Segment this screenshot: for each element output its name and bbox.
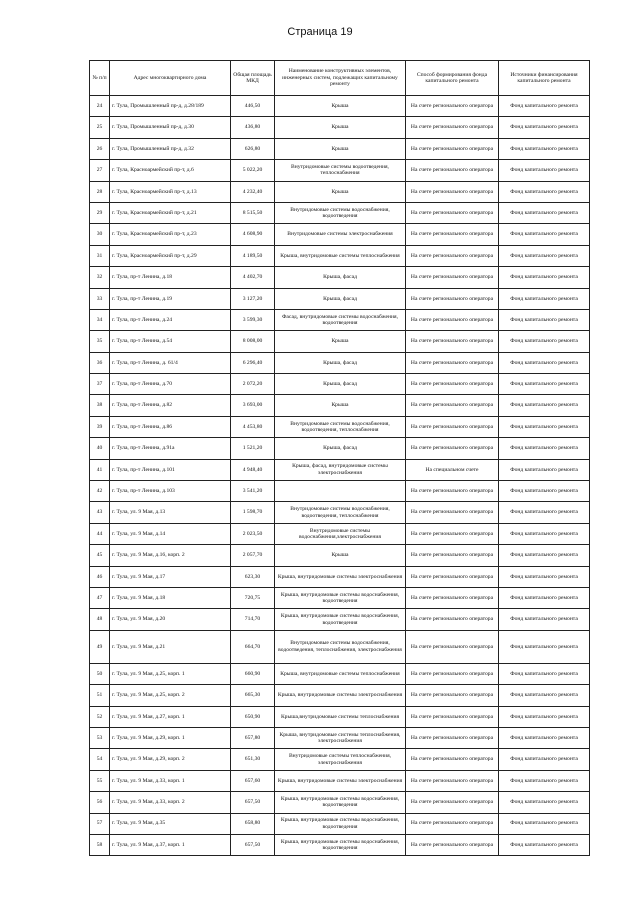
row-number: 56 [90,792,110,813]
row-funding-source: Фонд капитального ремонта [499,96,590,117]
row-address: г. Тула, ул. 9 Мая, д.27, корп. 1 [110,706,231,727]
row-funding-source: Фонд капитального ремонта [499,630,590,663]
row-works: Крыша, внутридомовые системы теплоснабжения [275,663,406,684]
table-row [90,459,590,480]
row-works: Крыша [275,395,406,416]
row-funding-source: Фонд капитального ремонта [499,706,590,727]
row-number: 46 [90,566,110,587]
row-works: Крыша, фасад [275,438,406,459]
row-area: 5 022,20 [231,160,275,181]
row-number: 24 [90,96,110,117]
row-number: 36 [90,352,110,373]
row-funding-method: На счете регионального оператора [406,566,499,587]
table-header-row [90,61,590,96]
row-number: 54 [90,749,110,770]
row-works: Крыша, внутридомовые системы теплоснабжения, электроснабжения [275,727,406,748]
row-funding-source: Фонд капитального ремонта [499,523,590,544]
table-row [90,224,590,245]
row-area: 4 232,40 [231,181,275,202]
row-address: г. Тула, Промышленный пр-д, д.30 [110,117,231,138]
table-row [90,792,590,813]
row-works: Крыша, фасад [275,288,406,309]
row-funding-source: Фонд капитального ремонта [499,352,590,373]
row-number: 58 [90,834,110,855]
table-row [90,587,590,608]
row-number: 57 [90,813,110,834]
row-funding-method: На счете регионального оператора [406,395,499,416]
row-area: 657,60 [231,770,275,791]
row-number: 28 [90,181,110,202]
row-address: г. Тула, ул. 9 Мая, д.29, корп. 1 [110,727,231,748]
table-row [90,727,590,748]
row-address: г. Тула, ул. 9 Мая, д.21 [110,630,231,663]
row-funding-method: На счете регионального оператора [406,813,499,834]
row-area: 4 402,70 [231,267,275,288]
row-funding-source: Фонд капитального ремонта [499,117,590,138]
row-address: г. Тула, пр-т Ленина, д.18 [110,267,231,288]
row-area: 436,80 [231,117,275,138]
row-works: Крыша [275,331,406,352]
row-funding-method: На счете регионального оператора [406,663,499,684]
row-address: г. Тула, пр-т Ленина, д.82 [110,395,231,416]
header-works: Наименование конструктивных элементов, инженерных систем, подлежащих капитальному ремонту [275,61,406,96]
table-row [90,523,590,544]
table-row [90,685,590,706]
row-funding-source: Фонд капитального ремонта [499,438,590,459]
row-funding-method: На счете регионального оператора [406,224,499,245]
row-area: 714,70 [231,609,275,630]
row-area: 2 023,50 [231,523,275,544]
table-row [90,813,590,834]
table-row [90,309,590,330]
row-area: 2 072,20 [231,374,275,395]
row-funding-source: Фонд капитального ремонта [499,749,590,770]
table-row [90,609,590,630]
row-address: г. Тула, Красноармейский пр-т, д.13 [110,181,231,202]
table-row [90,438,590,459]
row-area: 3 127,20 [231,288,275,309]
row-area: 650,90 [231,706,275,727]
header-method: Способ формирования фонда капитального ремонта [406,61,499,96]
row-works: Крыша, внутридомовые системы электроснабжения [275,685,406,706]
row-area: 6 296,40 [231,352,275,373]
row-works: Внутридомовые системы теплоснабжения, электроснабжения [275,749,406,770]
row-area: 657,80 [231,727,275,748]
row-funding-source: Фонд капитального ремонта [499,770,590,791]
row-address: г. Тула, пр-т Ленина, д.101 [110,459,231,480]
row-address: г. Тула, ул. 9 Мая, д.14 [110,523,231,544]
table-row [90,96,590,117]
row-funding-source: Фонд капитального ремонта [499,609,590,630]
row-funding-method: На счете регионального оператора [406,770,499,791]
table-row [90,630,590,663]
row-funding-source: Фонд капитального ремонта [499,202,590,223]
row-area: 1 598,70 [231,502,275,523]
row-works: Крыша, внутридомовые системы теплоснабжения [275,245,406,266]
row-funding-source: Фонд капитального ремонта [499,834,590,855]
row-works: Крыша,внутридомовые системы теплоснабжения [275,706,406,727]
row-number: 41 [90,459,110,480]
table-row [90,202,590,223]
row-funding-method: На счете регионального оператора [406,523,499,544]
row-funding-method: На счете регионального оператора [406,502,499,523]
table-body [90,96,590,856]
row-area: 660,90 [231,663,275,684]
row-number: 35 [90,331,110,352]
row-address: г. Тула, пр-т Ленина, д. 61/4 [110,352,231,373]
row-number: 29 [90,202,110,223]
row-address: г. Тула, ул. 9 Мая, д.37, корп. 1 [110,834,231,855]
row-number: 50 [90,663,110,684]
row-works: Внутридомовые системы водоснабжения, водоотведения, теплоснабжения [275,502,406,523]
row-area: 626,80 [231,138,275,159]
row-funding-source: Фонд капитального ремонта [499,138,590,159]
table-row [90,331,590,352]
row-funding-source: Фонд капитального ремонта [499,685,590,706]
header-source: Источники финансирования капитального ремонта [499,61,590,96]
row-area: 623,30 [231,566,275,587]
row-funding-method: На счете регионального оператора [406,706,499,727]
row-number: 49 [90,630,110,663]
row-area: 4 453,80 [231,416,275,437]
row-number: 25 [90,117,110,138]
row-funding-method: На счете регионального оператора [406,352,499,373]
row-works: Крыша [275,138,406,159]
row-number: 38 [90,395,110,416]
row-address: г. Тула, Красноармейский пр-т, д.23 [110,224,231,245]
row-works: Внутридомовые системы водоснабжения,электроснабжения [275,523,406,544]
table-row [90,117,590,138]
row-works: Крыша, внутридомовые системы электроснабжения [275,770,406,791]
row-number: 40 [90,438,110,459]
row-funding-source: Фонд капитального ремонта [499,663,590,684]
row-area: 651,30 [231,749,275,770]
row-funding-method: На счете регионального оператора [406,727,499,748]
row-funding-source: Фонд капитального ремонта [499,792,590,813]
row-works: Крыша, фасад, внутридомовые системы электроснабжения [275,459,406,480]
row-funding-method: На счете регионального оператора [406,267,499,288]
row-number: 55 [90,770,110,791]
row-works: Крыша [275,545,406,566]
row-funding-method: На счете регионального оператора [406,587,499,608]
row-address: г. Тула, ул. 9 Мая, д.25, корп. 2 [110,685,231,706]
row-address: г. Тула, ул. 9 Мая, д.16, корп. 2 [110,545,231,566]
table-row [90,374,590,395]
row-number: 53 [90,727,110,748]
table-row [90,749,590,770]
row-funding-source: Фонд капитального ремонта [499,267,590,288]
row-funding-method: На счете регионального оператора [406,202,499,223]
row-funding-source: Фонд капитального ремонта [499,545,590,566]
row-works: Крыша, фасад [275,267,406,288]
row-funding-method: На счете регионального оператора [406,792,499,813]
row-address: г. Тула, пр-т Ленина, д.86 [110,416,231,437]
table-row [90,245,590,266]
row-funding-method: На счете регионального оператора [406,834,499,855]
row-area: 657,50 [231,792,275,813]
row-address: г. Тула, Красноармейский пр-т, д.21 [110,202,231,223]
row-funding-method: На счете регионального оператора [406,438,499,459]
table-row [90,502,590,523]
row-funding-method: На счете регионального оператора [406,181,499,202]
row-area: 8 515,50 [231,202,275,223]
row-funding-method: На счете регионального оператора [406,685,499,706]
row-address: г. Тула, ул. 9 Мая, д.13 [110,502,231,523]
row-funding-source: Фонд капитального ремонта [499,481,590,502]
row-works: Крыша, внутридомовые системы водоснабжения, водоотведения [275,792,406,813]
header-num: № п/п [90,61,110,96]
row-address: г. Тула, ул. 9 Мая, д.25, корп. 1 [110,663,231,684]
row-address: г. Тула, ул. 9 Мая, д.20 [110,609,231,630]
row-funding-method: На счете регионального оператора [406,630,499,663]
row-area: 3 693,00 [231,395,275,416]
page-label: Страница 19 [287,26,353,38]
row-address: г. Тула, пр-т Ленина, д.70 [110,374,231,395]
row-funding-method: На специальном счете [406,459,499,480]
row-area: 1 521,20 [231,438,275,459]
row-number: 27 [90,160,110,181]
row-address: г. Тула, ул. 9 Мая, д.35 [110,813,231,834]
row-funding-source: Фонд капитального ремонта [499,245,590,266]
table-row [90,481,590,502]
row-works: Крыша, внутридомовые системы водоснабжения, водоотведения [275,813,406,834]
row-works [275,481,406,502]
table-row [90,566,590,587]
row-funding-method: На счете регионального оператора [406,749,499,770]
row-works: Крыша, внутридомовые системы водоснабжения, водоотведения [275,609,406,630]
row-works: Внутридомовые системы водоотведения, теплоснабжения [275,160,406,181]
row-number: 37 [90,374,110,395]
row-funding-source: Фонд капитального ремонта [499,288,590,309]
row-works: Крыша, фасад [275,352,406,373]
row-area: 8 008,00 [231,331,275,352]
row-number: 44 [90,523,110,544]
row-address: г. Тула, Промышленный пр-д, д.32 [110,138,231,159]
table-row [90,267,590,288]
row-funding-source: Фонд капитального ремонта [499,727,590,748]
row-address: г. Тула, Красноармейский пр-т, д.29 [110,245,231,266]
row-works: Внутридомовые системы электроснабжения [275,224,406,245]
row-funding-method: На счете регионального оператора [406,288,499,309]
row-area: 664,70 [231,630,275,663]
row-works: Крыша [275,96,406,117]
row-funding-source: Фонд капитального ремонта [499,566,590,587]
row-address: г. Тула, пр-т Ленина, д.19 [110,288,231,309]
row-number: 26 [90,138,110,159]
row-works: Крыша [275,117,406,138]
row-funding-method: На счете регионального оператора [406,609,499,630]
row-works: Крыша, внутридомовые системы водоснабжения, водоотведения [275,587,406,608]
row-address: г. Тула, пр-т Ленина, д.91а [110,438,231,459]
row-number: 51 [90,685,110,706]
row-area: 3 541,20 [231,481,275,502]
row-works: Внутридомовые системы водоснабжения, водоотведения [275,202,406,223]
row-number: 34 [90,309,110,330]
row-address: г. Тула, ул. 9 Мая, д.29, корп. 2 [110,749,231,770]
row-funding-source: Фонд капитального ремонта [499,502,590,523]
table-row [90,395,590,416]
table-row [90,706,590,727]
row-funding-method: На счете регионального оператора [406,309,499,330]
row-address: г. Тула, ул. 9 Мая, д.33, корп. 1 [110,770,231,791]
row-funding-method: На счете регионального оператора [406,374,499,395]
row-area: 3 599,30 [231,309,275,330]
row-works: Крыша, фасад [275,374,406,395]
row-funding-method: На счете регионального оператора [406,138,499,159]
row-funding-method: На счете регионального оператора [406,481,499,502]
table-row [90,770,590,791]
row-funding-source: Фонд капитального ремонта [499,813,590,834]
row-address: г. Тула, ул. 9 Мая, д.18 [110,587,231,608]
row-address: г. Тула, ул. 9 Мая, д.33, корп. 2 [110,792,231,813]
row-funding-source: Фонд капитального ремонта [499,374,590,395]
row-area: 2 057,70 [231,545,275,566]
row-number: 42 [90,481,110,502]
header-address: Адрес многоквартирного дома [110,61,231,96]
row-works: Крыша [275,181,406,202]
row-area: 446,50 [231,96,275,117]
row-area: 4 608,90 [231,224,275,245]
row-works: Крыша, внутридомовые системы водоснабжения, водоотведения [275,834,406,855]
row-address: г. Тула, пр-т Ленина, д.103 [110,481,231,502]
header-area: Общая площадь МКД [231,61,275,96]
row-address: г. Тула, Красноармейский пр-т, д.6 [110,160,231,181]
table-row [90,834,590,855]
row-works: Фасад, внутридомовые системы водоснабжения, водоотведения [275,309,406,330]
row-area: 665,30 [231,685,275,706]
row-funding-source: Фонд капитального ремонта [499,395,590,416]
table-row [90,138,590,159]
row-funding-method: На счете регионального оператора [406,117,499,138]
row-area: 720,75 [231,587,275,608]
row-funding-source: Фонд капитального ремонта [499,459,590,480]
row-works: Внутридомовые системы водоснабжения, водоотведения, теплоснабжения [275,416,406,437]
row-address: г. Тула, ул. 9 Мая, д.17 [110,566,231,587]
row-number: 30 [90,224,110,245]
row-number: 48 [90,609,110,630]
row-area: 4 948,40 [231,459,275,480]
row-area: 4 189,50 [231,245,275,266]
row-address: г. Тула, пр-т Ленина, д.54 [110,331,231,352]
table-row [90,181,590,202]
table-row [90,160,590,181]
row-number: 52 [90,706,110,727]
row-area: 658,80 [231,813,275,834]
row-number: 43 [90,502,110,523]
row-funding-source: Фонд капитального ремонта [499,181,590,202]
row-number: 47 [90,587,110,608]
row-funding-source: Фонд капитального ремонта [499,160,590,181]
row-funding-method: На счете регионального оператора [406,331,499,352]
row-number: 39 [90,416,110,437]
row-funding-source: Фонд капитального ремонта [499,224,590,245]
row-area: 657,50 [231,834,275,855]
row-address: г. Тула, пр-т Ленина, д.24 [110,309,231,330]
row-number: 31 [90,245,110,266]
row-funding-method: На счете регионального оператора [406,545,499,566]
row-works: Крыша, внутридомовые системы электроснабжения [275,566,406,587]
table-row [90,416,590,437]
row-funding-method: На счете регионального оператора [406,160,499,181]
row-works: Внутридомовые системы водоснабжения, водоотведения, теплоснабжения, электроснабжения [275,630,406,663]
row-funding-method: На счете регионального оператора [406,416,499,437]
table-row [90,663,590,684]
row-funding-source: Фонд капитального ремонта [499,309,590,330]
table-row [90,352,590,373]
row-funding-method: На счете регионального оператора [406,96,499,117]
table-row [90,288,590,309]
row-number: 33 [90,288,110,309]
row-address: г. Тула, Промышленный пр-д, д.28/189 [110,96,231,117]
row-funding-source: Фонд капитального ремонта [499,416,590,437]
row-number: 45 [90,545,110,566]
row-funding-source: Фонд капитального ремонта [499,587,590,608]
row-funding-method: На счете регионального оператора [406,245,499,266]
row-number: 32 [90,267,110,288]
table-row [90,545,590,566]
repair-program-table [89,60,590,856]
row-funding-source: Фонд капитального ремонта [499,331,590,352]
